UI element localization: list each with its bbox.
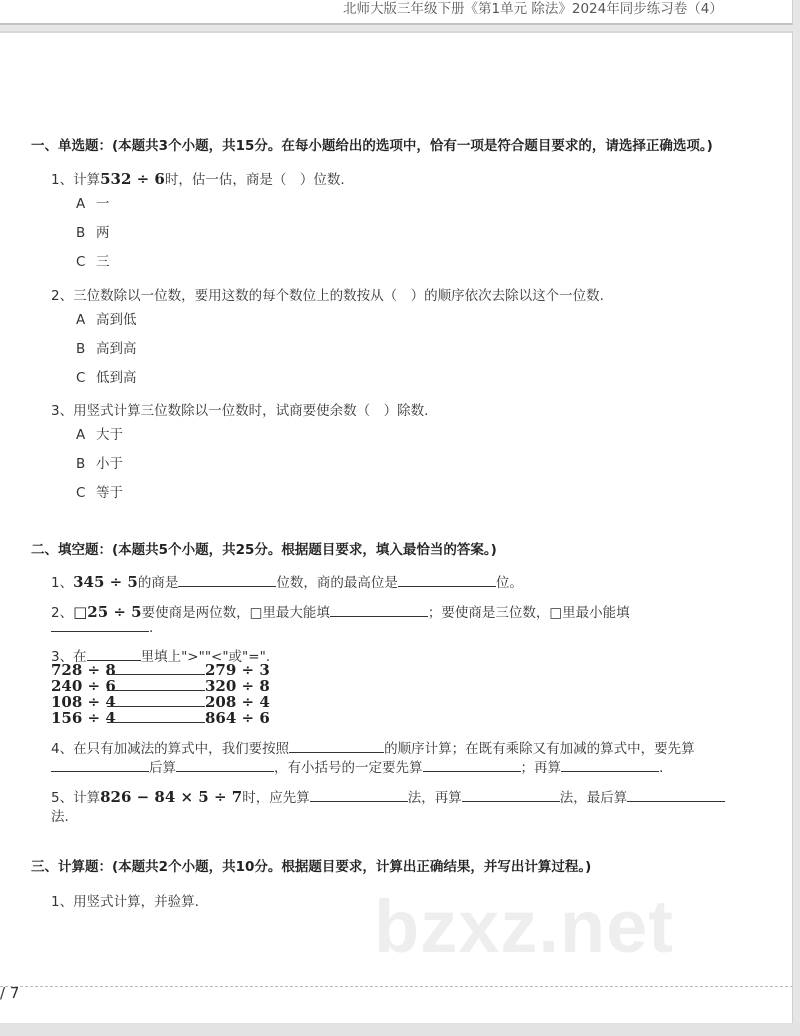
question-1-3: 3、用竖式计算三位数除以一位数时，试商要使余数（ ）除数. — [51, 403, 429, 419]
compare-blank[interactable] — [107, 693, 205, 707]
answer-blank[interactable] — [289, 741, 384, 753]
page-gap — [0, 1023, 800, 1036]
answer-blank[interactable] — [51, 620, 149, 632]
answer-blank[interactable] — [462, 790, 560, 802]
compare-row: 240 ÷ 6 320 ÷ 8 — [51, 677, 270, 695]
answer-blank[interactable] — [51, 760, 149, 772]
previous-page — [0, 0, 793, 25]
option-a[interactable]: A 高到低 — [76, 312, 137, 328]
math-expression: □25 ÷ 5 — [73, 603, 142, 621]
answer-blank[interactable] — [310, 790, 408, 802]
compare-blank[interactable] — [107, 677, 205, 691]
compare-blank[interactable] — [107, 661, 205, 675]
answer-blank[interactable] — [627, 790, 725, 802]
question-1-1: 1、计算532 ÷ 6时，估一估，商是（ ）位数. — [51, 170, 345, 188]
page-footer-divider — [0, 986, 793, 987]
answer-blank[interactable] — [561, 760, 659, 772]
compare-row: 108 ÷ 4 208 ÷ 4 — [51, 693, 270, 711]
answer-blank[interactable] — [398, 575, 496, 587]
section-title-calculation: 三、计算题：(本题共2个小题，共10分。根据题目要求，计算出正确结果，并写出计算过程。) — [31, 859, 592, 875]
compare-row: 156 ÷ 4 864 ÷ 6 — [51, 709, 270, 727]
answer-blank[interactable] — [176, 760, 274, 772]
question-2-4: 4、在只有加减法的算式中，我们要按照 的顺序计算；在既有乘除又有加减的算式中，要先算 — [51, 741, 695, 757]
question-2-4-continued: 后算 ，有小括号的一定要先算 ；再算 . — [51, 756, 663, 776]
option-b[interactable]: B 高到高 — [76, 341, 137, 357]
math-expression: 826 − 84 × 5 ÷ 7 — [100, 788, 243, 806]
question-2-1: 1、345 ÷ 5的商是 位数，商的最高位是 位。 — [51, 573, 523, 591]
question-2-2-continued: . — [51, 620, 153, 636]
question-2-3: 3、在 里填上">""<"或"=". — [51, 649, 271, 665]
option-c[interactable]: C 三 — [76, 254, 110, 270]
option-a[interactable]: A 大于 — [76, 427, 123, 443]
answer-blank[interactable] — [330, 605, 428, 617]
answer-blank[interactable] — [178, 575, 276, 587]
option-c[interactable]: C 低到高 — [76, 370, 137, 386]
watermark: bzxz.net — [374, 885, 674, 968]
question-2-5-continued: 法. — [51, 809, 69, 825]
option-b[interactable]: B 两 — [76, 225, 110, 241]
math-expression: 345 ÷ 5 — [73, 573, 138, 591]
compare-blank[interactable] — [107, 709, 205, 723]
section-title-single-choice: 一、单选题：(本题共3个小题，共15分。在每小题给出的选项中，恰有一项是符合题目要求的，请选择正确选项。) — [31, 138, 713, 154]
section-title-fill-in: 二、填空题：(本题共5个小题，共25分。根据题目要求，填入最恰当的答案。) — [31, 542, 497, 558]
answer-blank[interactable] — [87, 649, 141, 661]
question-3-1: 1、用竖式计算，并验算. — [51, 894, 199, 910]
option-b[interactable]: B 小于 — [76, 456, 123, 472]
math-expression: 532 ÷ 6 — [100, 170, 165, 188]
compare-row: 728 ÷ 8 279 ÷ 3 — [51, 661, 270, 679]
document-page — [0, 31, 793, 1023]
document-header-title: 北师大版三年级下册《第1单元 除法》2024年同步练习卷（4） — [343, 1, 723, 17]
question-2-2: 2、□25 ÷ 5要使商是两位数，□里最大能填 ；要使商是三位数，□里最小能填 — [51, 603, 630, 621]
question-1-2: 2、三位数除以一位数，要用这数的每个数位上的数按从（ ）的顺序依次去除以这个一位数. — [51, 288, 604, 304]
option-a[interactable]: A 一 — [76, 196, 110, 212]
option-c[interactable]: C 等于 — [76, 485, 123, 501]
answer-blank[interactable] — [423, 760, 521, 772]
question-2-5: 5、计算826 − 84 × 5 ÷ 7时，应先算 法，再算 法，最后算 — [51, 786, 725, 806]
page-number: / 7 — [0, 984, 20, 1002]
